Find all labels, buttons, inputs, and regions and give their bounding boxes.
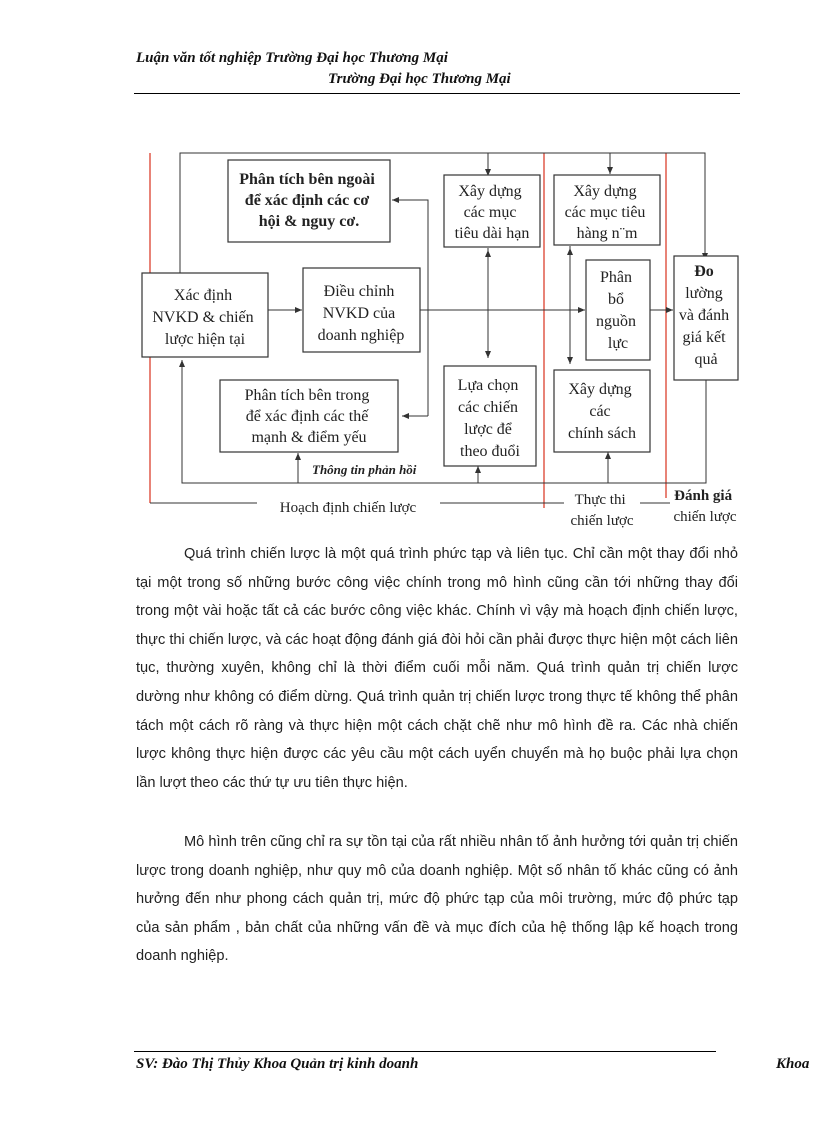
footer-student: SV: Đào Thị Thủy Khoa Quản trị kinh doanh [136,1056,419,1072]
adjust-mission-text: Điều chỉnh NVKD của doanh nghiệp [317,283,405,344]
header-rule [134,93,740,94]
body-paragraph-2-container [136,828,738,971]
body-paragraph-1-container [136,540,738,797]
strategic-management-diagram [140,148,770,538]
annual-goals-text: Xây dựng các mục tiêu hàng n¨m [564,183,646,242]
policies-text: Xây dựng các chính sách [568,381,636,442]
header-subtitle: Trường Đại học Thương Mại [328,71,511,87]
choose-strategies-text: Lựa chọn các chiến lược để theo đuổi [457,377,520,460]
header-title: Luận văn tốt nghiệp Trường Đại học Thương Mại [136,50,448,66]
measure-results-text: Đo lường và đánh giá kết quả [678,263,730,368]
phase-planning-label: Hoạch định chiến lược [279,500,417,516]
phase-evaluation-label: Đánh giá chiến lược [673,488,737,525]
allocate-resources-text: Phân bổ nguồn lực [596,269,636,352]
phase-execution-label: Thực thi chiến lược [570,492,634,529]
current-mission-text: Xác định NVKD & chiến lược hiện tại [152,287,254,348]
feedback-label: Thông tin phản hồi [312,462,417,477]
internal-analysis-text: Phân tích bên trong để xác định các thế mạnh & điểm yếu [244,387,370,446]
footer-rule [134,1051,716,1052]
long-term-goals-text: Xây dựng các mục tiêu dài hạn [454,183,530,242]
footer-faculty: Khoa [776,1056,810,1072]
body-paragraph-1: Quá trình chiến lược là một quá trình phức tạp và liên tục. Chỉ cần một thay đổi nhỏ tại một trong số những bước công việc chính trong mô hình cũng cần tới những thay đổi trong một vài hoặc tất cả các bước công việc khác. Chính vì vậy mà hoạch định chiến lược, thực thi chiến lược, và các hoạt động đánh giá đòi hỏi cần phải được thực hiện một cách liên tục, thường xuyên, không chỉ là thời điểm cuối mỗi năm. Quá trình quản trị chiến lược dường như không có điểm dừng. Quá trình quản trị chiến lược trong thực tế không thể phân tách một cách rõ ràng và thực hiện một cách chặt chẽ như mô hình đề ra. Các nhà chiến lược không thực hiện được các yêu cầu một cách uyển chuyển mà họ buộc phải lựa chọn lần lượt theo các thứ tự ưu tiên thực hiện. [136,546,738,791]
body-paragraph-2: Mô hình trên cũng chỉ ra sự tồn tại của rất nhiều nhân tố ảnh hưởng tới quản trị chiến lược trong doanh nghiệp, như quy mô của doanh nghiệp. Một số nhân tố khác cũng có ảnh hưởng đến như phong cách quản trị, mức độ phức tạp của môi trường, mức độ phức tạp của sản phẩm , bản chất của những vấn đề và mục đích của hệ thống lập kế hoạch trong doanh nghiệp. [136,834,738,965]
external-analysis-text: Phân tích bên ngoài để xác định các cơ hội & nguy cơ. [239,171,375,230]
